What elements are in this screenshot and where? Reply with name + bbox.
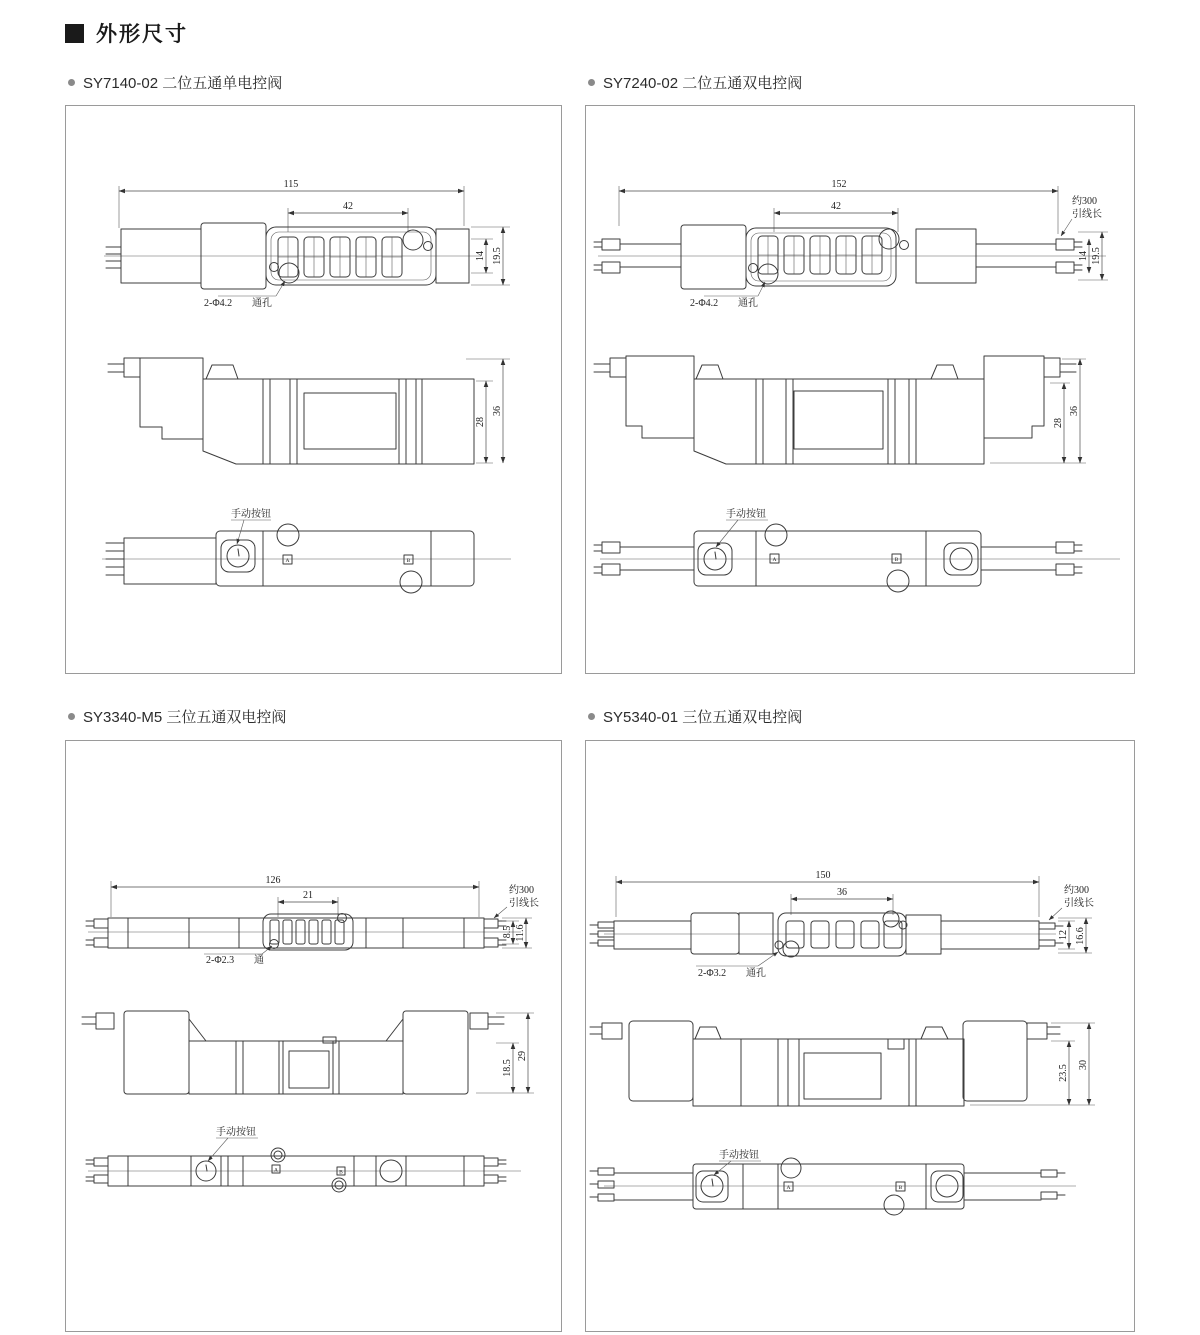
section-marker-square bbox=[65, 24, 84, 43]
sy7140-bottom-view bbox=[102, 507, 511, 593]
sy3340-side-view bbox=[82, 1011, 534, 1094]
manual-label: 手动按钮 bbox=[726, 509, 766, 520]
section-title: 外形尺寸 bbox=[96, 23, 188, 46]
panel-sy7140 bbox=[65, 105, 562, 674]
dim-overall: 150 bbox=[815, 870, 831, 881]
manual-label: 手动按钮 bbox=[216, 1127, 256, 1138]
sy7240-side-view bbox=[594, 356, 1086, 464]
sy5340-side-view bbox=[590, 1021, 1095, 1106]
bullet-icon bbox=[68, 713, 75, 720]
dim-side-inner: 28 bbox=[475, 417, 486, 427]
panel-title-text: SY3340-M5 三位五通双电控阀 bbox=[83, 709, 287, 726]
hole-label2: 通孔 bbox=[746, 968, 766, 979]
port-slots bbox=[786, 921, 902, 948]
sy3340-top-view bbox=[86, 875, 539, 966]
panel-sy3340 bbox=[65, 740, 562, 1332]
drawing-sy7240 bbox=[586, 106, 1134, 673]
dim-overall: 152 bbox=[831, 179, 847, 190]
drawing-sy3340 bbox=[66, 741, 561, 1331]
lead-label2: 引线长 bbox=[509, 898, 539, 909]
panel-title-sy7140 bbox=[68, 72, 282, 93]
hole-label2: 通孔 bbox=[738, 298, 758, 309]
dim-h-outer: 11.6 bbox=[515, 924, 526, 942]
section-header bbox=[65, 18, 188, 48]
dim-h-outer: 19.5 bbox=[1091, 247, 1102, 265]
dim-side-inner: 23.5 bbox=[1058, 1064, 1069, 1082]
lead-label1: 约300 bbox=[509, 885, 534, 896]
panel-sy5340 bbox=[585, 740, 1135, 1332]
manual-label: 手动按钮 bbox=[719, 1150, 759, 1161]
hole-label: 2-Φ4.2 bbox=[690, 298, 719, 309]
dim-h-inner: 14 bbox=[1078, 251, 1089, 261]
dim-center: 21 bbox=[303, 890, 313, 901]
port-b-label: B bbox=[898, 1185, 903, 1191]
bullet-icon bbox=[68, 79, 75, 86]
drawing-sy5340 bbox=[586, 741, 1134, 1331]
sy7140-top-view bbox=[104, 179, 510, 309]
dim-h-inner: 8.5 bbox=[502, 925, 513, 939]
dim-h-inner: 12 bbox=[1058, 930, 1069, 940]
panel-sy7240 bbox=[585, 105, 1135, 674]
panel-title-text: SY7140-02 二位五通单电控阀 bbox=[83, 75, 283, 92]
dim-h-outer: 16.6 bbox=[1075, 927, 1086, 945]
hole-label: 2-Φ3.2 bbox=[698, 968, 727, 979]
dim-h-inner: 14 bbox=[475, 251, 486, 261]
sy7140-side-view bbox=[108, 358, 510, 464]
lead-label1: 约300 bbox=[1072, 196, 1097, 207]
manual-label: 手动按钮 bbox=[231, 509, 271, 520]
port-slots bbox=[278, 237, 402, 277]
sy7240-top-view bbox=[594, 179, 1108, 309]
dim-side-inner: 18.5 bbox=[502, 1059, 513, 1077]
bullet-icon bbox=[588, 79, 595, 86]
panel-title-text: SY5340-01 三位五通双电控阀 bbox=[603, 709, 803, 726]
panel-title-text: SY7240-02 二位五通双电控阀 bbox=[603, 75, 803, 92]
dim-center: 42 bbox=[831, 201, 841, 212]
hole-label: 2-Φ2.3 bbox=[206, 955, 235, 966]
dim-center: 36 bbox=[837, 887, 847, 898]
lead-label2: 引线长 bbox=[1072, 209, 1102, 220]
port-b-label: B bbox=[894, 557, 899, 563]
sy5340-top-view bbox=[590, 870, 1094, 979]
drawing-sy7140 bbox=[66, 106, 561, 673]
sy7240-bottom-view bbox=[594, 507, 1120, 592]
dim-h-outer: 19.5 bbox=[492, 247, 503, 265]
bullet-icon bbox=[588, 713, 595, 720]
dim-overall: 115 bbox=[283, 179, 299, 190]
port-b-label: B bbox=[339, 1169, 343, 1176]
panel-title-sy7240 bbox=[588, 72, 802, 93]
panel-title-sy5340 bbox=[588, 706, 802, 727]
sy3340-bottom-view bbox=[86, 1125, 521, 1192]
dim-side-outer: 29 bbox=[517, 1051, 528, 1061]
port-a-label: A bbox=[786, 1185, 791, 1191]
sy5340-bottom-view bbox=[590, 1148, 1076, 1215]
dim-side-outer: 30 bbox=[1078, 1060, 1089, 1070]
hole-label2: 通孔 bbox=[252, 298, 272, 309]
lead-label2: 引线长 bbox=[1064, 898, 1094, 909]
port-b-label: B bbox=[406, 558, 411, 564]
port-a-label: A bbox=[285, 558, 290, 564]
dim-center: 42 bbox=[343, 201, 353, 212]
hole-label2: 通 bbox=[254, 955, 264, 966]
port-a-label: A bbox=[772, 557, 777, 563]
panel-title-sy3340 bbox=[68, 706, 286, 727]
dim-side-inner: 28 bbox=[1053, 418, 1064, 428]
hole-label: 2-Φ4.2 bbox=[204, 298, 233, 309]
dim-side-outer: 36 bbox=[492, 406, 503, 416]
lead-label1: 约300 bbox=[1064, 885, 1089, 896]
dim-side-outer: 36 bbox=[1069, 406, 1080, 416]
port-a-label: A bbox=[274, 1167, 278, 1174]
dim-overall: 126 bbox=[265, 875, 281, 886]
